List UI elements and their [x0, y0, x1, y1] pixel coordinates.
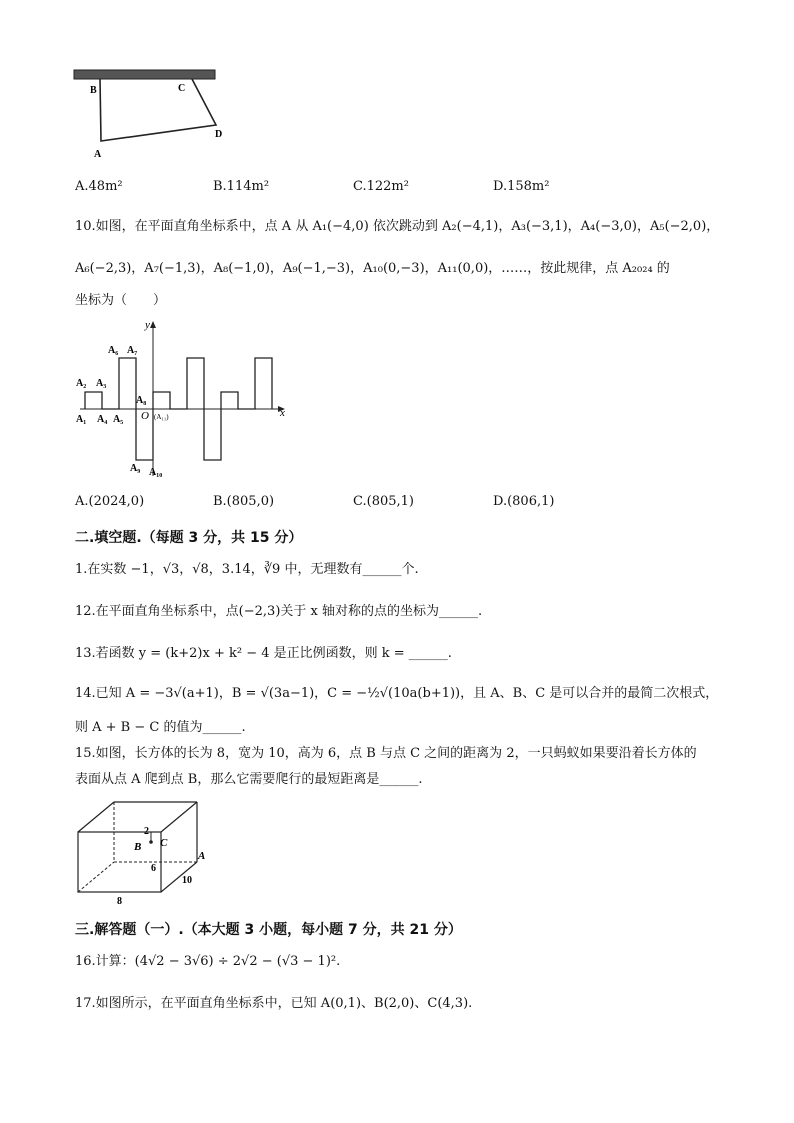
q10-axis-y: y — [145, 319, 150, 331]
q10-origin: O — [141, 410, 149, 422]
q14-line-2: 则 A + B − C 的值为______. — [75, 720, 246, 735]
section-2-title: 二.填空题.（每题 3 分，共 15 分） — [75, 530, 303, 546]
q14-line-1: 14.已知 A = −3√(a+1)，B = √(3a−1)，C = −½√(10a(b+1))，且 A、B、C 是可以合并的最简二次根式， — [75, 686, 719, 701]
q10-label-a7: A₇ — [127, 345, 138, 356]
q9-figure — [70, 66, 230, 164]
q9-label-c: C — [178, 83, 186, 94]
q10-label-a8: A₈ — [136, 395, 147, 406]
q15-line-2: 表面从点 A 爬到点 B，那么它需要爬行的最短距离是______. — [75, 772, 423, 787]
q10-label-a1: A₁ — [76, 414, 87, 425]
section-3-title: 三.解答题（一）.（本大题 3 小题，每小题 7 分，共 21 分） — [75, 922, 462, 938]
q10-line-2: A₆(−2,3)，A₇(−1,3)，A₈(−1,0)，A₉(−1,−3)，A₁₀(0,−3)，A₁₁(0,0)，……，按此规律，点 A₂₀₂₄ 的 — [75, 261, 670, 276]
q10-label-a2: A₂ — [76, 378, 87, 389]
box-label-b: B — [134, 841, 142, 853]
q9-option-c: C.122m² — [353, 179, 409, 194]
q10-label-a3: A₃ — [96, 378, 107, 389]
box-label-2: 2 — [144, 826, 149, 837]
q9-option-a: A.48m² — [75, 179, 123, 194]
q10-option-d: D.(806,1) — [493, 494, 555, 509]
box-label-6: 6 — [151, 863, 156, 874]
q11-text: 1.在实数 −1，√3，√8，3.14，∛9 中，无理数有______个. — [75, 562, 419, 577]
q10-label-a6: A₆ — [108, 345, 119, 356]
q15-line-1: 15.如图，长方体的长为 8，宽为 10，高为 6，点 B 与点 C 之间的距离为 2，一只蚂蚁如果要沿着长方体的 — [75, 746, 697, 761]
q16-text: 16.计算：(4√2 − 3√6) ÷ 2√2 − (√3 − 1)². — [75, 954, 341, 969]
q13-text: 13.若函数 y = (k+2)x + k² − 4 是正比例函数，则 k = ______. — [75, 646, 452, 661]
q10-option-a: A.(2024,0) — [75, 494, 145, 509]
q10-option-b: B.(805,0) — [213, 494, 275, 509]
q9-label-b: B — [90, 85, 97, 96]
q10-label-a9: A₉ — [130, 463, 141, 474]
q10-label-a4: A₄ — [97, 414, 108, 425]
q9-option-b: B.114m² — [213, 179, 270, 194]
q10-option-c: C.(805,1) — [353, 494, 414, 509]
q9-option-d: D.158m² — [493, 179, 550, 194]
q10-label-a10: A₁₀ — [149, 467, 163, 478]
box-label-8: 8 — [117, 896, 122, 906]
q17-text: 17.如图所示，在平面直角坐标系中，已知 A(0,1)、B(2,0)、C(4,3). — [75, 996, 473, 1011]
box-label-c: C — [160, 837, 168, 849]
q10-label-a5: A₅ — [113, 414, 124, 425]
box-label-10: 10 — [182, 875, 192, 886]
q12-text: 12.在平面直角坐标系中，点(−2,3)关于 x 轴对称的点的坐标为______. — [75, 604, 483, 619]
q10-axis-x: x — [280, 407, 285, 419]
q15-box-figure — [72, 796, 222, 906]
q10-label-a11: (A₁₁) — [154, 413, 169, 421]
q9-label-d: D — [215, 129, 223, 140]
q9-label-a: A — [94, 149, 102, 160]
q10-line-3: 坐标为（ ） — [75, 293, 167, 308]
q10-figure — [72, 316, 292, 482]
q10-line-1: 10.如图，在平面直角坐标系中，点 A 从 A₁(−4,0) 依次跳动到 A₂(−4,1)，A₃(−3,1)，A₄(−3,0)，A₅(−2,0)， — [75, 219, 720, 234]
box-label-a: A — [198, 850, 206, 862]
